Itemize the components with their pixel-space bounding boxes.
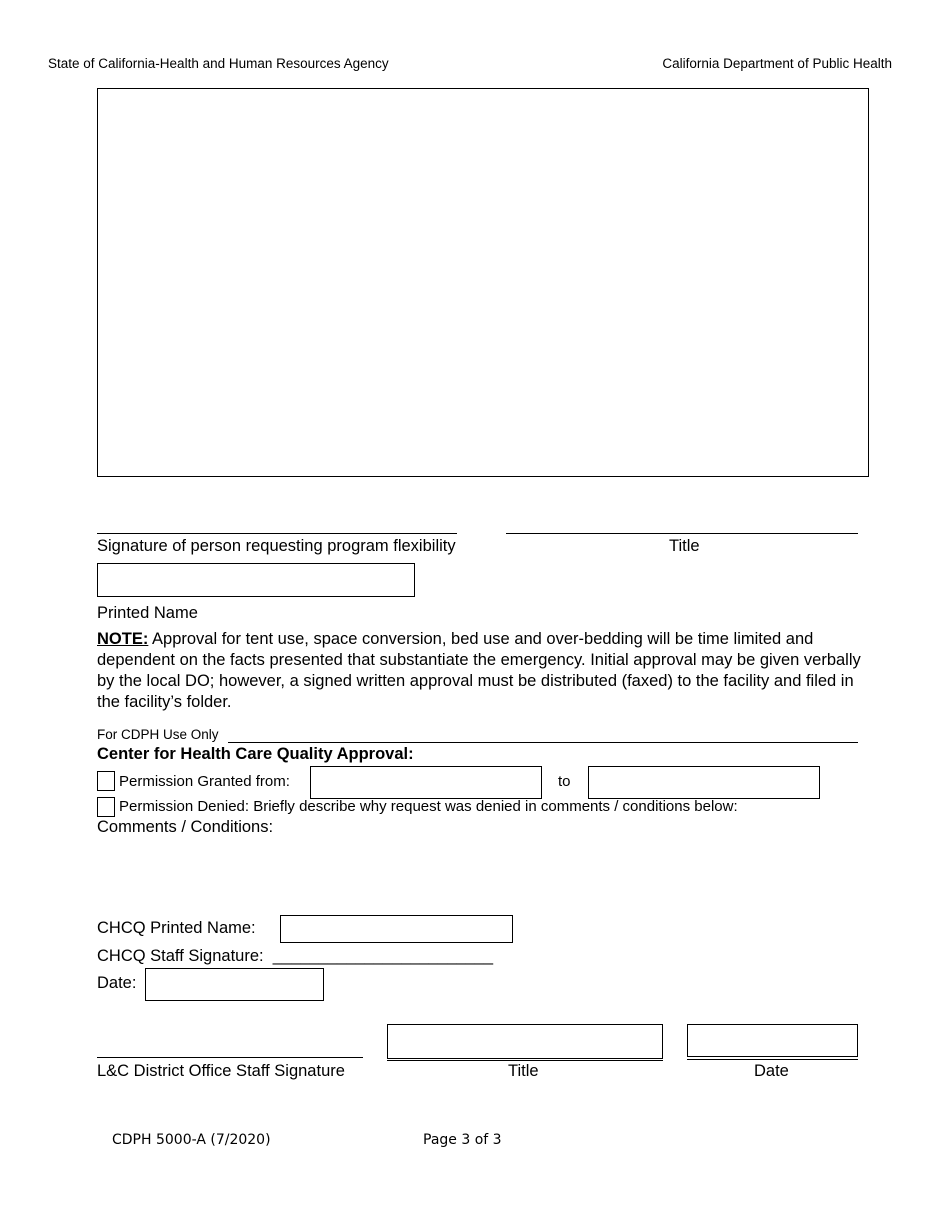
approval-note: [97, 629, 867, 713]
district-signature-line[interactable]: [97, 1057, 363, 1058]
requester-title-label: Title: [669, 537, 700, 555]
note-text: Approval for tent use, space conversion, bed use and over-bedding will be time limited and dependent on the facts presented that substantiate the emergency. Initial approval may be given verbally by the local DO; however, a signed written approval must be distributed (faxed) to the facility and filed in the facility’s folder.: [97, 630, 861, 711]
permission-denied-label: Permission Denied: Briefly describe why request was denied in comments / conditions below:: [119, 798, 738, 815]
chcq-approval-title: Center for Health Care Quality Approval:: [97, 745, 414, 763]
comments-label: Comments / Conditions:: [97, 818, 274, 836]
to-label: to: [558, 773, 571, 790]
chcq-date-field[interactable]: [145, 968, 324, 1001]
permission-from-date-field[interactable]: [310, 766, 542, 799]
chcq-date-label: Date:: [97, 974, 137, 992]
chcq-printed-name-label: CHCQ Printed Name:: [97, 919, 256, 937]
form-id: CDPH 5000-A (7/2020): [112, 1132, 271, 1148]
requester-title-line[interactable]: [506, 533, 858, 534]
permission-denied-checkbox[interactable]: [97, 797, 115, 817]
district-title-field[interactable]: [387, 1024, 663, 1059]
note-label: NOTE:: [97, 630, 149, 648]
page-number: Page 3 of 3: [423, 1132, 502, 1148]
chcq-staff-signature-label: CHCQ Staff Signature: ________________________: [97, 947, 494, 965]
for-cdph-use-label: For CDPH Use Only: [97, 727, 219, 742]
district-title-underline: [387, 1060, 663, 1061]
permission-to-date-field[interactable]: [588, 766, 820, 799]
district-date-field[interactable]: [687, 1024, 858, 1057]
header-department: California Department of Public Health: [662, 56, 892, 71]
district-title-label: Title: [508, 1062, 539, 1080]
permission-granted-checkbox[interactable]: [97, 771, 115, 791]
printed-name-label: Printed Name: [97, 604, 198, 622]
description-text-area[interactable]: [97, 88, 869, 477]
cdph-use-divider: [228, 742, 858, 743]
requester-signature-label: Signature of person requesting program flexibility: [97, 537, 456, 555]
header-agency: State of California-Health and Human Resources Agency: [48, 56, 389, 71]
printed-name-field[interactable]: [97, 563, 415, 597]
district-signature-label: L&C District Office Staff Signature: [97, 1062, 345, 1080]
district-date-label: Date: [754, 1062, 789, 1080]
permission-granted-label: Permission Granted from:: [119, 773, 290, 790]
chcq-printed-name-field[interactable]: [280, 915, 513, 943]
requester-signature-line[interactable]: [97, 533, 457, 534]
district-date-underline: [687, 1059, 858, 1060]
